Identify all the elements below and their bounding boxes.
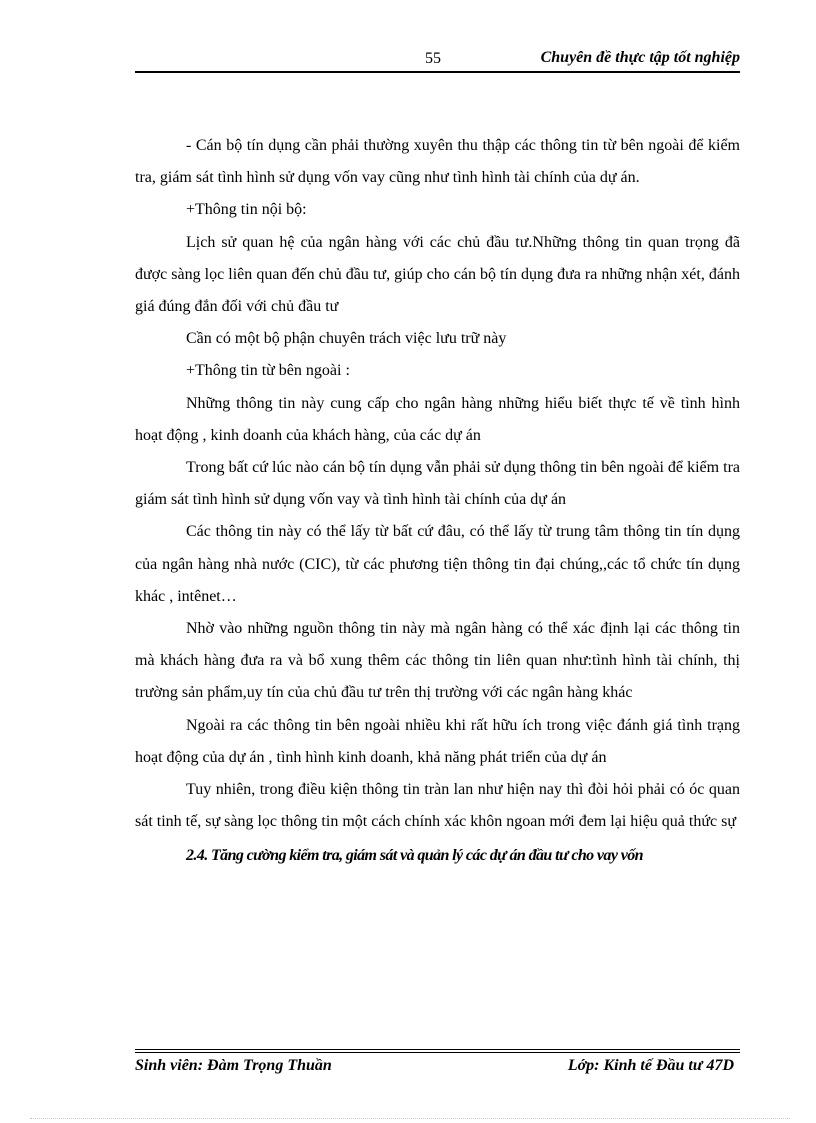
footer-class: Lớp: Kinh tế Đầu tư 47D	[567, 1057, 734, 1074]
paragraph-info-sources: Các thông tin này có thể lấy từ bất cứ đâu, có thể lấy từ trung tâm thông tin tín dụng của ngân hàng nhà nước (CIC), từ các phương tiện thông tin đại chúng,,các tổ chức tín dụng khác , intênet…	[135, 523, 740, 605]
document-title: Chuyên đề thực tập tốt nghiệp	[540, 49, 740, 66]
page-edge	[30, 1118, 790, 1119]
page-header	[135, 48, 740, 72]
paragraph-internal-info-label: +Thông tin nội bộ:	[186, 201, 307, 219]
page-number: 55	[425, 50, 441, 67]
paragraph-filtering: Tuy nhiên, trong điều kiện thông tin tràn lan như hiện nay thì đòi hỏi phải có óc quan sát tinh tế, sự sàng lọc thông tin một cách chính xác khôn ngoan mới đem lại hiệu quả thức sự	[135, 781, 740, 831]
body-text	[135, 130, 740, 873]
footer-rule	[135, 1049, 740, 1053]
footer-student: Sinh viên: Đàm Trọng Thuần	[135, 1057, 332, 1074]
paragraph-use-external-info: Trong bất cứ lúc nào cán bộ tín dụng vẫn phải sử dụng thông tin bên ngoài để kiểm tra giám sát tình hình sử dụng vốn vay và tình hình tài chính của dự án	[135, 459, 740, 509]
paragraph-collect-info: - Cán bộ tín dụng cần phải thường xuyên thu thập các thông tin từ bên ngoài để kiểm tra, giám sát tình hình sử dụng vốn vay cũng như tình hình tài chính của dự án.	[135, 137, 740, 187]
section-heading: 2.4. Tăng cường kiểm tra, giám sát và quản lý các dự án đầu tư cho vay vốn	[186, 847, 643, 865]
paragraph-relationship-history: Lịch sử quan hệ của ngân hàng với các chủ đầu tư.Những thông tin quan trọng đã được sàng lọc liên quan đến chủ đầu tư, giúp cho cán bộ tín dụng đưa ra những nhận xét, đánh giá đúng đắn đối với chủ đầu tư	[135, 233, 740, 316]
paragraph-external-info-label: +Thông tin từ bên ngoài :	[186, 362, 350, 380]
header-rule	[135, 71, 740, 73]
paragraph-verify-info: Nhờ vào những nguồn thông tin này mà ngân hàng có thể xác định lại các thông tin mà khách hàng đưa ra và bổ xung thêm các thông tin liên quan như:tình hình tài chính, thị trường sản phẩm,uy tín của chủ đầu tư trên thị trường với các ngân hàng khác	[135, 620, 740, 702]
paragraph-external-info-provides: Những thông tin này cung cấp cho ngân hàng những hiểu biết thực tế về tình hình hoạt động , kinh doanh của khách hàng, của các dự án	[135, 394, 740, 444]
paragraph-storage-department: Cần có một bộ phận chuyên trách việc lưu trữ này	[186, 330, 507, 348]
paragraph-usefulness: Ngoài ra các thông tin bên ngoài nhiều khi rất hữu ích trong việc đánh giá tình trạng hoạt động của dự án , tình hình kinh doanh, khả năng phát triển của dự án	[135, 716, 740, 766]
